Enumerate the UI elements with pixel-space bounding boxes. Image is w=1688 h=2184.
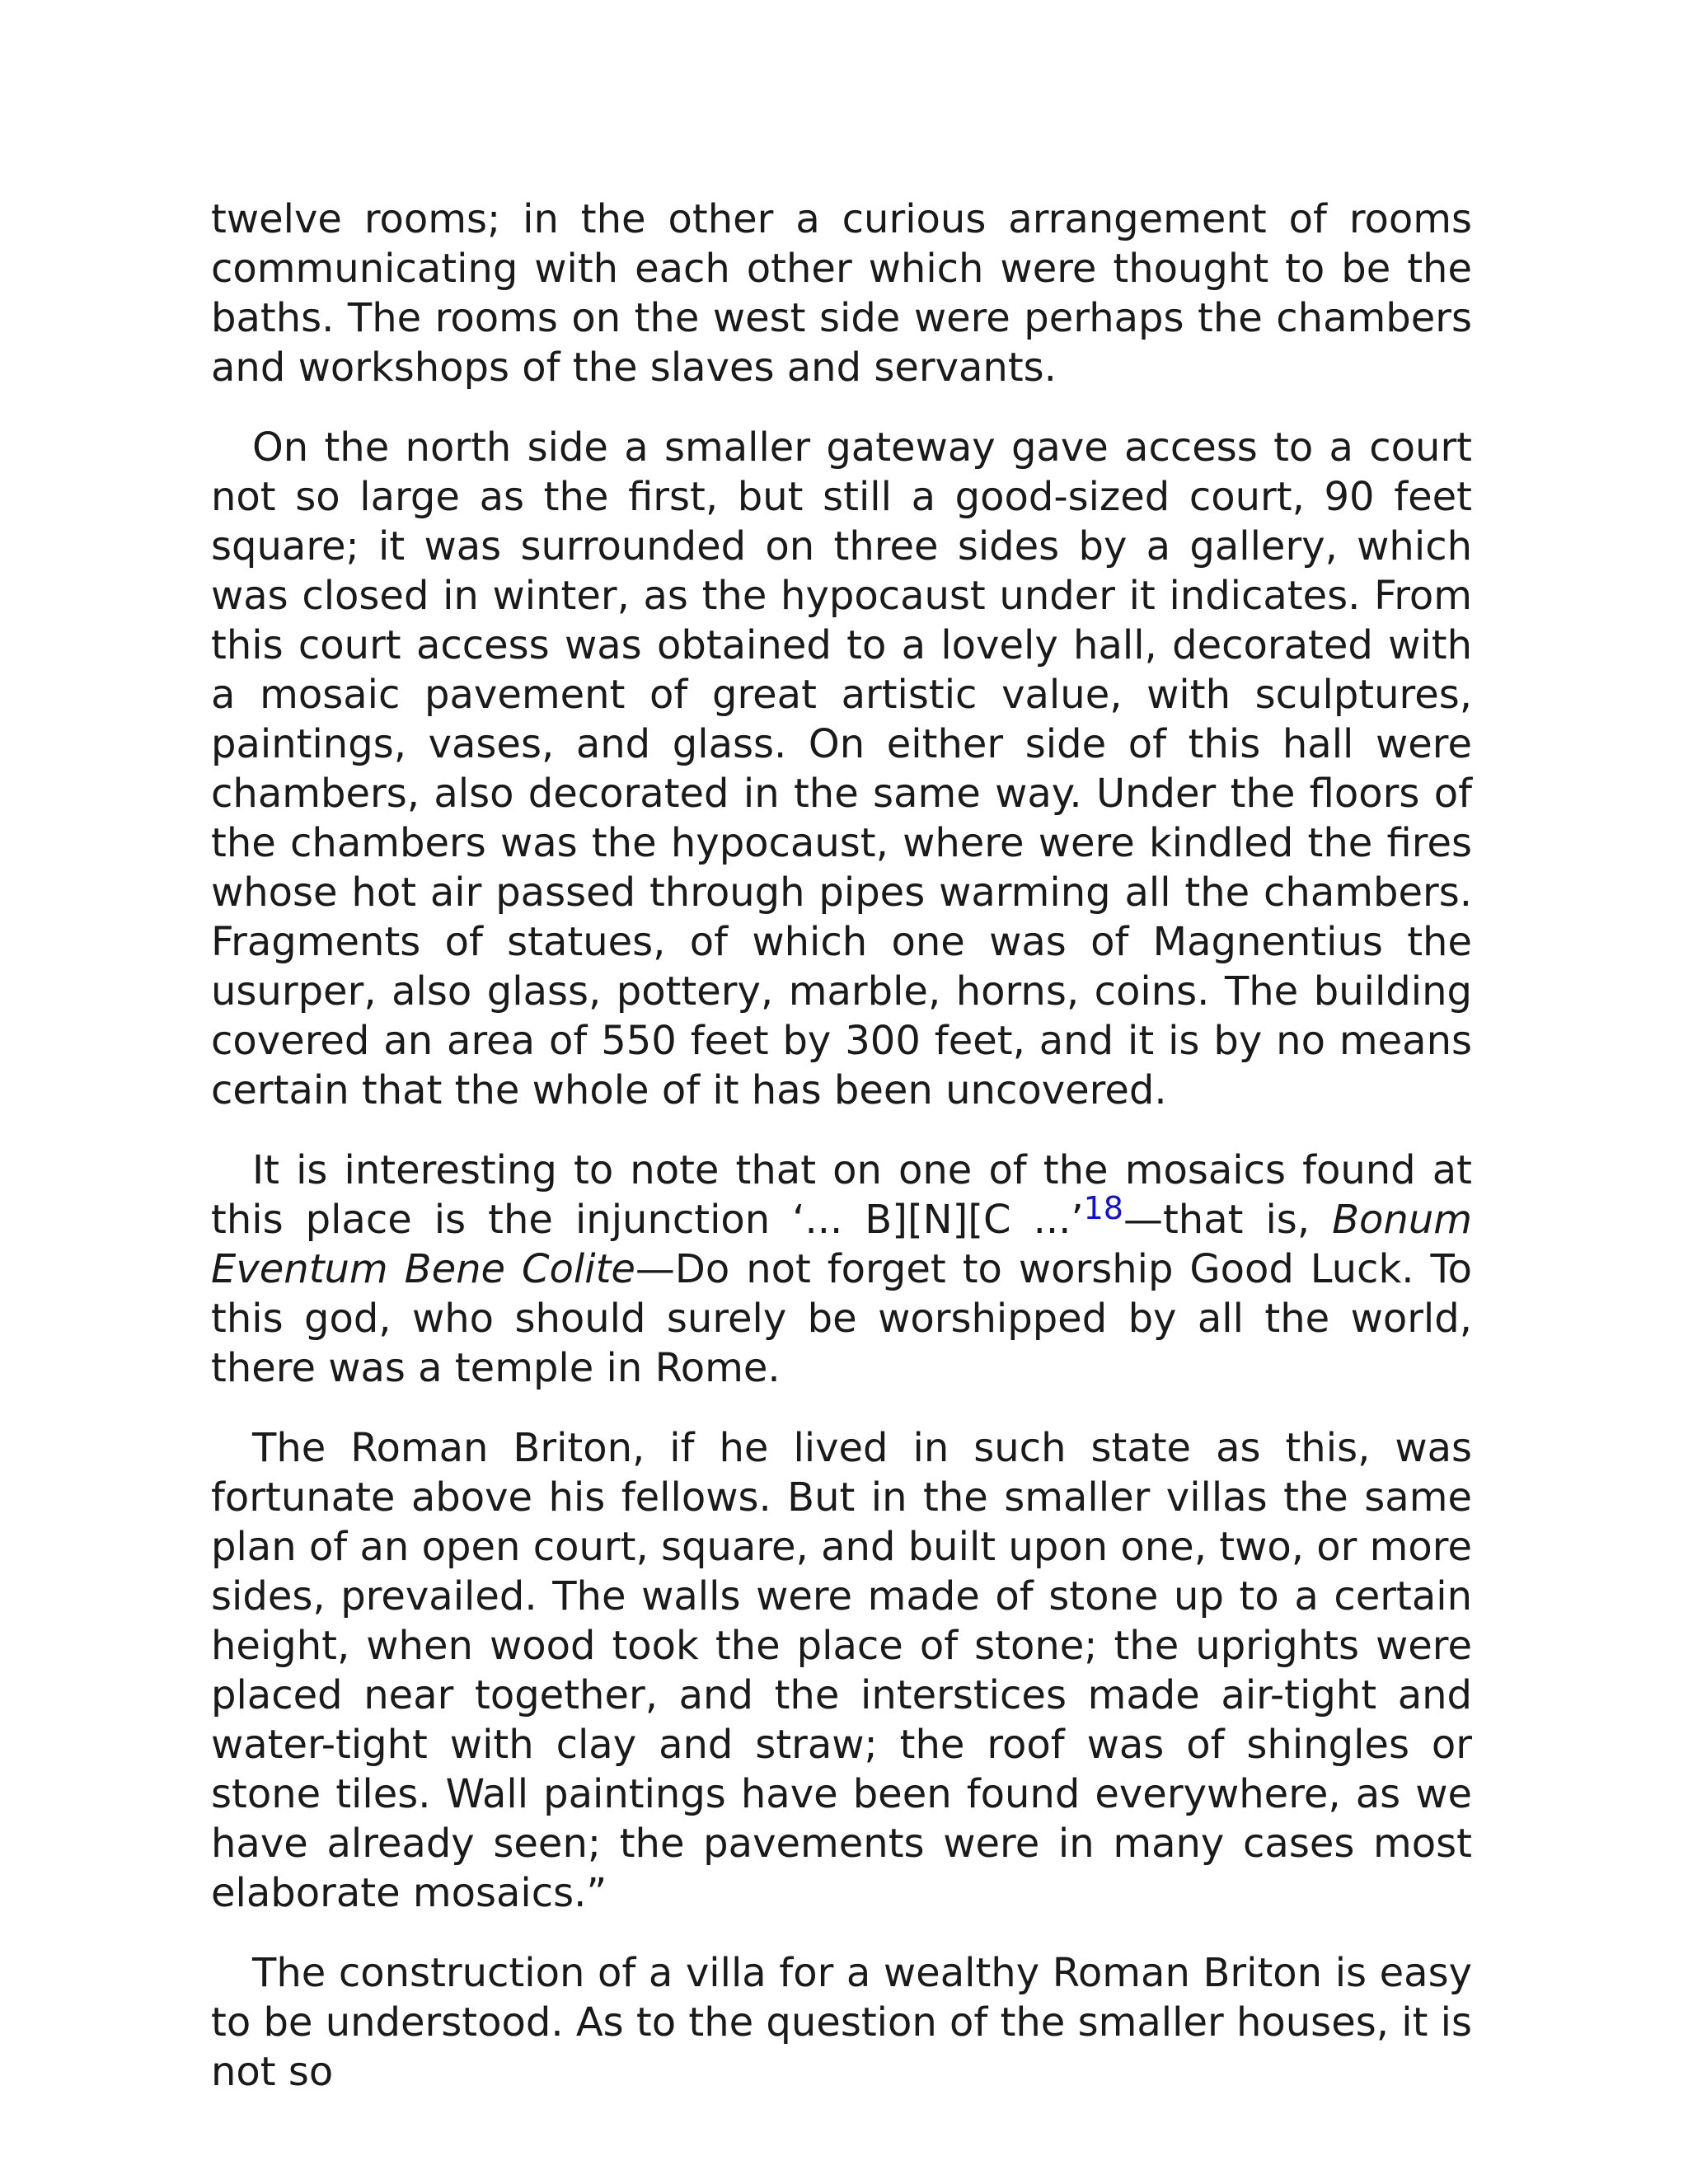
inscription-translation: —Do not forget to worship Good Luck. To this god, who should surely be worshipped by all the world, there was a temple in Rome. — [211, 1246, 1472, 1391]
latin-phrase: Bonum Eventum Bene Colite — [211, 1197, 1472, 1292]
paragraph-villa-construction: The construction of a villa for a wealthy Roman Briton is easy to be understood. As to the question of the smaller houses, it is not so — [211, 1950, 1472, 2095]
inscription-connector: —that is, — [1123, 1197, 1333, 1243]
inscription-text: It is interesting to note that on one of the mosaics found at this place is the injunction ‘... B][N][C ...’ — [211, 1147, 1472, 1243]
paragraph-continuation: twelve rooms; in the other a curious arrangement of rooms communicating with each other which were thought to be the baths. The rooms on the west side were perhaps the chambers and workshops of the slaves and servants. — [211, 196, 1472, 391]
paragraph-mosaic-inscription — [211, 1146, 1472, 1393]
book-page — [211, 194, 1472, 2097]
paragraph-north-court: On the north side a smaller gateway gave access to a court not so large as the first, but still a good-sized court, 90 feet square; it was surrounded on three sides by a gallery, which was closed in winter, as the hypocaust under it indicates. From this court access was obtained to a lovely hall, decorated with a mosaic pavement of great artistic value, with sculptures, paintings, vases, and glass. On either side of this hall were chambers, also decorated in the same way. Under the floors of the chambers was the hypocaust, where were kindled the fires whose hot air passed through pipes warming all the chambers. Fragments of statues, of which one was of Magnentius the usurper, also glass, pottery, marble, horns, coins. The building covered an area of 550 feet by 300 feet, and it is by no means certain that the whole of it has been uncovered. — [211, 424, 1472, 1113]
footnote-link-18[interactable]: 18 — [1083, 1190, 1123, 1226]
paragraph-smaller-villas: The Roman Briton, if he lived in such state as this, was fortunate above his fellows. But in the smaller villas the same plan of an open court, square, and built upon one, two, or more sides, prevailed. The walls were made of stone up to a certain height, when wood took the place of stone; the uprights were placed near together, and the interstices made air-tight and water-tight with clay and straw; the roof was of shingles or stone tiles. Wall paintings have been found everywhere, as we have already seen; the pavements were in many cases most elaborate mosaics.” — [211, 1425, 1472, 1916]
